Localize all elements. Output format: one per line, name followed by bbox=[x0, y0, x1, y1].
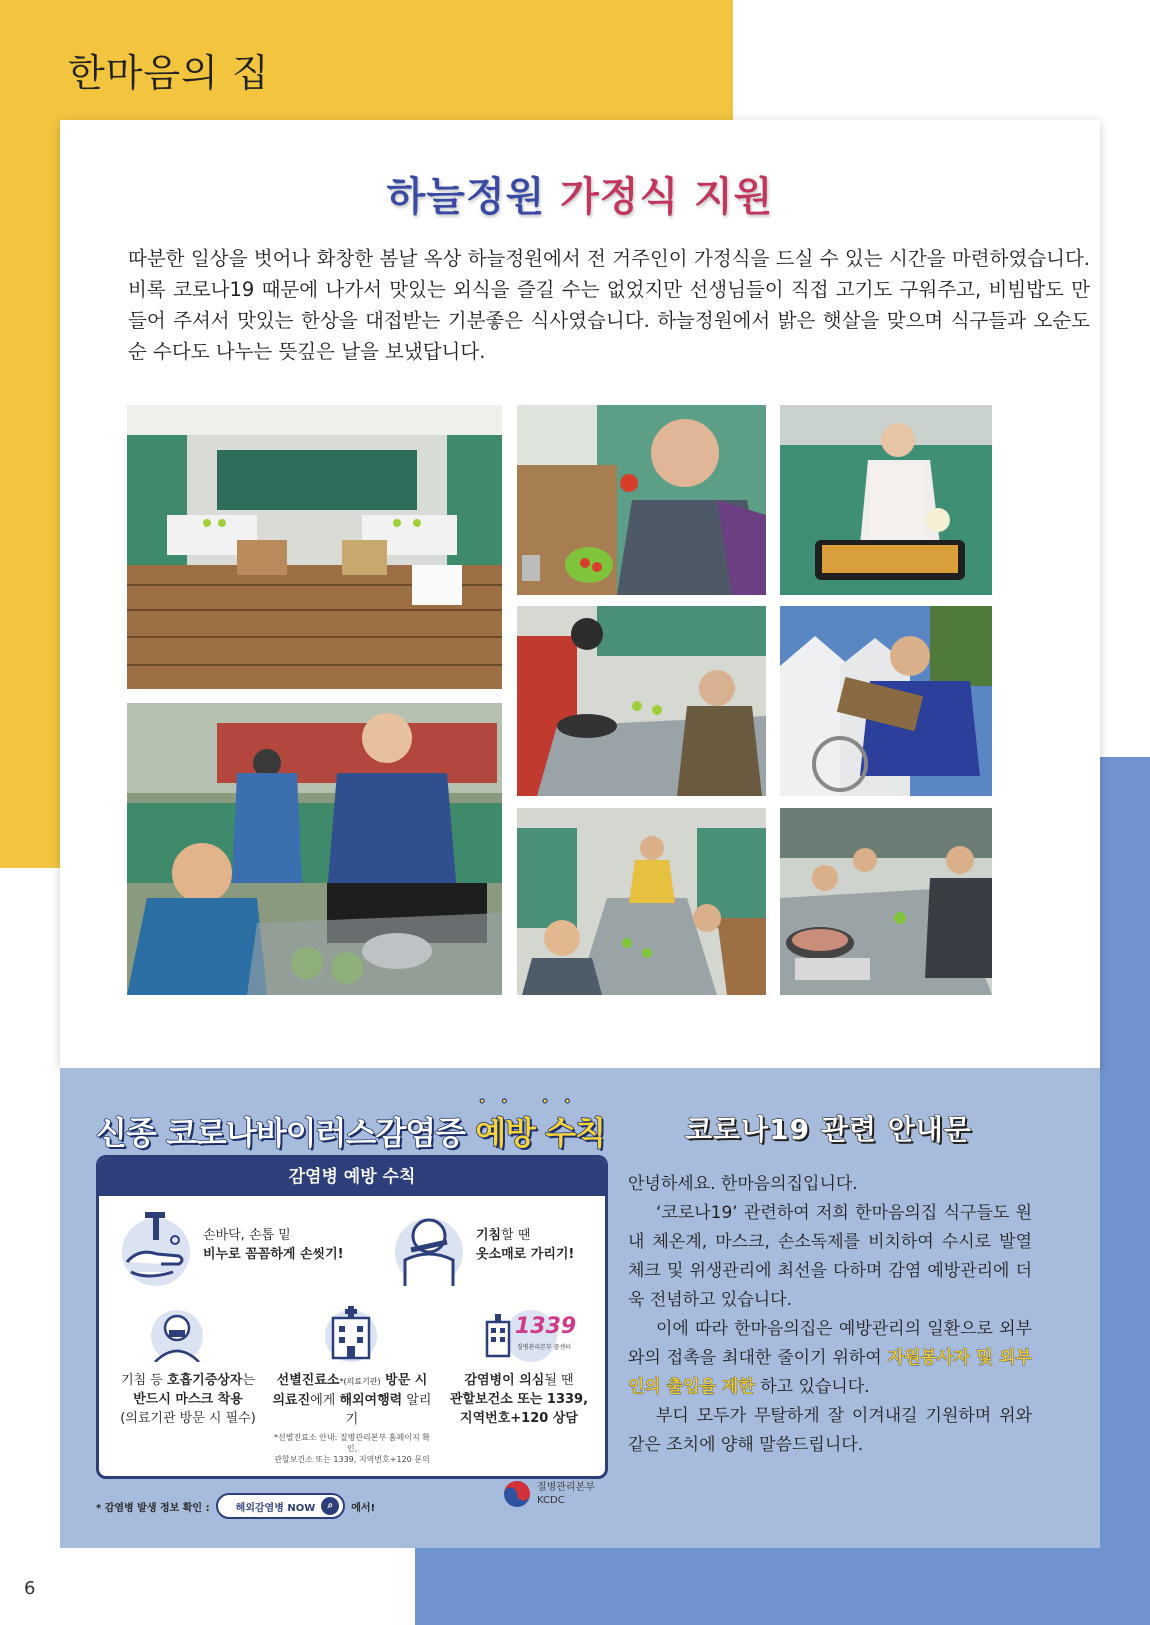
rule-cough-rest: 할 땐 bbox=[501, 1228, 531, 1243]
notice-paragraph-1: ‘코로나19’ 관련하여 저희 한마음의집 식구들도 원내 체온계, 마스크, 손소독제를 비치하여 수시로 발열체크 및 위생관리에 최선을 다하며 감염 예방관리에 더욱 전념하고 있습니다. bbox=[628, 1203, 1032, 1310]
rule-clinic-note2: 관할보건소 또는 1339, 지역번호+120 문의 bbox=[274, 1455, 430, 1464]
page-number: 6 bbox=[24, 1578, 36, 1599]
article-intro: 따분한 일상을 벗어나 화창한 봄날 옥상 하늘정원에서 전 거주인이 가정식을 드실 수 있는 시간을 마련하였습니다. 비록 코로나19 때문에 나가서 맛있는 외식을 즐길 수는 없었지만 선생님들이 직접 고기도 구워주고, 비빔밥도 만들어 주셔서 맛있는 한상을 대접받는 기분좋은 식사였습니다. 하늘정원에서 밝은 햇살을 맞으며 식구들과 오순도순 수다도 나누는 뜻깊은 날을 보냈답니다. bbox=[128, 247, 1090, 363]
search-icon: ⌕ bbox=[321, 1497, 339, 1515]
photo-table-meal bbox=[517, 808, 766, 995]
rule-clinic-travel: 해외여행력 bbox=[339, 1393, 403, 1408]
rule-clinic bbox=[269, 1371, 435, 1465]
rule-clinic-bold1: 선별진료소 bbox=[276, 1373, 340, 1388]
rule-mask-pre: 기침 등 bbox=[121, 1373, 168, 1388]
mask-person-icon bbox=[147, 1306, 207, 1362]
rule-suspect-bold: 감염병이 의심 bbox=[464, 1373, 545, 1388]
rule-suspect bbox=[439, 1371, 599, 1428]
rule-clinic-mid: 에게 bbox=[310, 1393, 340, 1408]
rule-clinic-staff: 의료진 bbox=[272, 1393, 311, 1408]
bottom-info-panel bbox=[60, 1068, 1100, 1548]
kcdc-name-en: KCDC bbox=[537, 1495, 565, 1506]
rule-mask-line2: 반드시 마스크 착용 bbox=[133, 1392, 243, 1407]
notice-visitor-restriction: 자원봉사자 및 외부인의 출입을 제한 bbox=[628, 1348, 1032, 1397]
notice-title: 코로나19 관련 안내문 bbox=[685, 1113, 972, 1146]
poster-footer-label: * 감염병 발생 정보 확인 : bbox=[96, 1502, 210, 1514]
cough-sleeve-icon bbox=[389, 1210, 469, 1288]
handwash-icon bbox=[117, 1210, 195, 1288]
photo-man-tomato bbox=[517, 405, 766, 595]
rule-cough-bold: 기침 bbox=[476, 1228, 502, 1243]
article-card bbox=[60, 120, 1100, 1068]
notice-paragraph-2 bbox=[628, 1315, 1032, 1402]
notice-p2-post: 하고 있습니다. bbox=[754, 1377, 870, 1397]
rule-suspect-rest: 될 땐 bbox=[544, 1373, 574, 1388]
photo-group-grilling bbox=[517, 606, 766, 796]
section-title: 한마음의 집 bbox=[68, 51, 270, 95]
notice-body bbox=[628, 1170, 1032, 1460]
rule-suspect-line3: 지역번호+120 상담 bbox=[460, 1411, 578, 1426]
rule-clinic-small: *(의료기관) bbox=[339, 1377, 381, 1386]
poster-emphasis-dots: •• •• bbox=[478, 1094, 586, 1110]
poster-title bbox=[96, 1108, 605, 1154]
taegeuk-icon bbox=[503, 1480, 531, 1508]
rule-handwash-line1: 손바닥, 손톱 밑 bbox=[203, 1228, 291, 1243]
rule-handwash bbox=[203, 1226, 344, 1264]
rule-handwash-line2: 비누로 꼼꼼하게 손씻기! bbox=[203, 1247, 344, 1262]
hospital-icon bbox=[321, 1304, 381, 1362]
rule-suspect-line2: 관할보건소 또는 1339, bbox=[449, 1392, 589, 1407]
rule-clinic-post: 알리기 bbox=[345, 1393, 432, 1427]
overseas-infection-search[interactable] bbox=[216, 1493, 346, 1519]
rule-mask bbox=[113, 1371, 263, 1428]
hotline-number: 1339 bbox=[515, 1314, 577, 1339]
hotline-1339-icon bbox=[481, 1304, 581, 1364]
article-title-part2: 가정식 지원 bbox=[560, 174, 774, 220]
notice-greeting: 안녕하세요. 한마음의집입니다. bbox=[628, 1174, 858, 1194]
photo-woman-cooking bbox=[780, 405, 992, 595]
overseas-infection-text: 해외감염병 NOW bbox=[235, 1502, 316, 1514]
hotline-caption: 질병관리본부 콜센터 bbox=[517, 1344, 572, 1351]
kcdc-name-ko: 질병관리본부 bbox=[537, 1482, 595, 1493]
photo-tent-tables bbox=[127, 405, 502, 689]
rule-clinic-note1: *선별진료소 안내: 질병관리본부 홈페이지 확인, bbox=[274, 1433, 430, 1453]
notice-p2-pre: 이에 따라 한마음의집은 예방관리의 일환으로 외부와의 접촉을 최대한 줄이기 위하여 bbox=[628, 1319, 1032, 1368]
poster-footer-suffix: 에서! bbox=[351, 1502, 376, 1514]
article-title bbox=[60, 165, 1100, 222]
rule-cough-line2: 옷소매로 가리기! bbox=[476, 1247, 575, 1262]
prevention-rules-box bbox=[96, 1155, 608, 1479]
photo-women-grilling bbox=[127, 703, 502, 995]
article-title-part1: 하늘정원 bbox=[386, 174, 546, 220]
rule-cough bbox=[476, 1226, 574, 1264]
rule-mask-post: 는 bbox=[242, 1373, 255, 1388]
rule-mask-line3: (의료기관 방문 시 필수) bbox=[120, 1411, 256, 1426]
poster-footer bbox=[96, 1493, 375, 1519]
prevention-box-title: 감염병 예방 수칙 bbox=[99, 1158, 605, 1196]
poster-title-main: 신종 코로나바이러스감염증 bbox=[96, 1114, 466, 1152]
rule-mask-bold: 호흡기증상자 bbox=[167, 1373, 243, 1388]
photo-man-wheelchair bbox=[780, 606, 992, 796]
kcdc-logo bbox=[503, 1480, 595, 1508]
photo-grill-table bbox=[780, 808, 992, 995]
rule-clinic-bold2: 방문 시 bbox=[380, 1373, 428, 1388]
notice-paragraph-3: 부디 모두가 무탈하게 잘 이겨내길 기원하며 위와 같은 조치에 양해 말씀드립니다. bbox=[628, 1406, 1032, 1455]
poster-title-highlight: 예방 수칙 bbox=[475, 1114, 606, 1152]
